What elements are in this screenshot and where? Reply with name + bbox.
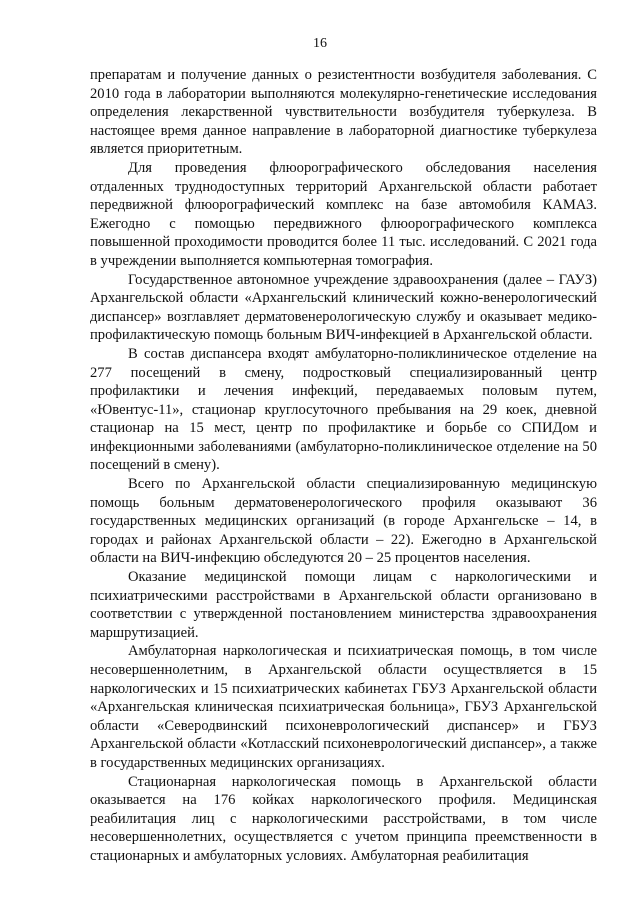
paragraph-resistance: препаратам и получение данных о резистентности возбудителя заболевания. С 2010 года в лаборатории выполняются молекулярно-генетические исследования определения лекарственной чувствительности возбудителя туберкулеза. В настоящее время данное направление в лабораторной диагностике туберкулеза является приоритетным. [90,67,597,158]
paragraph-regional-organizations: Всего по Архангельской области специализированную медицинскую помощь больным дерматовенерологического профиля оказывают 36 государственных медицинских организаций (в городе Архангельске – 14, в городах и районах Архангельской области – 22). Ежегодно в Архангельской области на ВИЧ-инфекцию обследуются 20 – 25 процентов населения. [90,476,597,567]
paragraph-fluorography: Для проведения флюорографического обследования населения отдаленных труднодоступных территорий Архангельской области работает передвижной флюорографический комплекс на базе автомобиля КАМАЗ. Ежегодно с помощью передвижного флюорографического комплекса повышенной проходимости проводится более 11 тыс. исследований. С 2021 года в учреждении выполняется компьютерная томография. [90,159,597,269]
paragraph-outpatient-care: Амбулаторная наркологическая и психиатрическая помощь, в том числе несовершеннолетним, в Архангельской области осуществляется в 15 наркологических и 15 психиатрических кабинетах ГБУЗ Архангельской области «Архангельская клиническая психиатрическая больница», ГБУЗ Архангельской области «Северодвинский психоневрологический диспансер» и ГБУЗ Архангельской области «Котласский психоневрологический диспансер», а также в государственных медицинских организациях. [90,643,597,771]
paragraph-dermatovenerology-dispensary: Государственное автономное учреждение здравоохранения (далее – ГАУЗ) Архангельской области «Архангельский клинический кожно-венерологический диспансер» возглавляет дерматовенерологическую службу и оказывает медико-профилактическую помощь больным ВИЧ-инфекцией в Архангельской области. [90,271,597,344]
page-body [90,66,597,866]
paragraph-dispensary-structure: В состав диспансера входят амбулаторно-поликлиническое отделение на 277 посещений в смену, подростковый специализированный центр профилактики и лечения инфекций, передаваемых половым путем, «Ювентус-11», стационар круглосуточного пребывания на 29 коек, дневной стационар на 15 мест, центр по профилактике и борьбе со СПИДом и инфекционными заболеваниями (амбулаторно-поликлиническое отделение на 50 посещений в смену). [90,345,597,474]
page-number: 16 [313,36,327,51]
paragraph-inpatient-care: Стационарная наркологическая помощь в Архангельской области оказывается на 176 койках наркологического профиля. Медицинская реабилитация лиц с наркологическими расстройствами, в том числе несовершеннолетних, осуществляется с учетом принципа преемственности в стационарных и амбулаторных условиях. Амбулаторная реабилитация [90,773,597,864]
paragraph-routing: Оказание медицинской помощи лицам с наркологическими и психиатрическими расстройствами в Архангельской области организовано в соответствии с утвержденной постановлением министерства здравоохранения маршрутизацией. [90,569,597,641]
